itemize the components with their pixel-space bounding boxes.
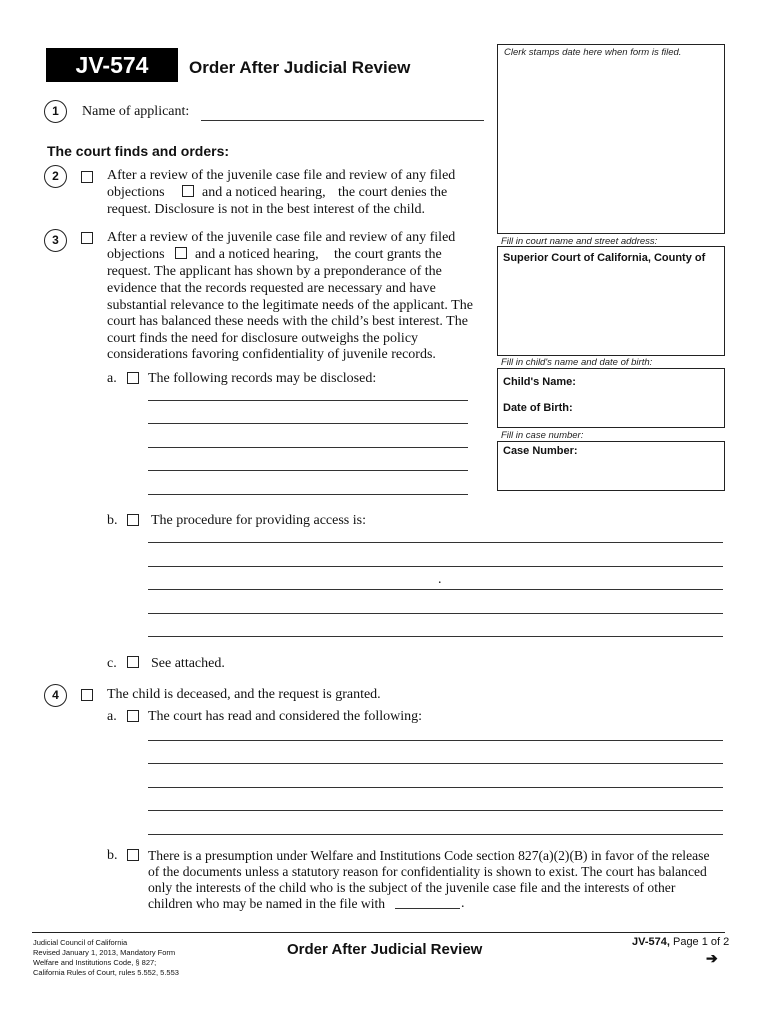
item-3-line7: court finds the need for disclosure outweighs the policy (107, 331, 419, 346)
item-3a-text: The following records may be disclosed: (148, 371, 377, 386)
item-3b-letter: b. (107, 513, 118, 528)
item-3-line5: substantial relevance to the legitimate needs of the applicant. The (107, 298, 473, 313)
applicant-name-line[interactable] (201, 120, 484, 121)
dob-label: Date of Birth: (503, 402, 573, 414)
item-4a-line[interactable] (148, 810, 723, 811)
item-3-line4: evidence that the records requested are necessary and have (107, 281, 436, 296)
item-3-line3: request. The applicant has shown by a preponderance of the (107, 264, 442, 279)
case-hint: Fill in case number: (501, 430, 584, 441)
item-4b-line2: of the documents unless a statutory reason for confidentiality is shown to exist. The court has balanced (148, 864, 707, 879)
item-4a-line[interactable] (148, 787, 723, 788)
item-3b-checkbox[interactable] (127, 514, 139, 526)
item-4a-line[interactable] (148, 763, 723, 764)
item-3b-line[interactable] (148, 613, 723, 614)
item-3a-line[interactable] (148, 400, 468, 401)
item-3-hearing-checkbox[interactable] (175, 247, 187, 259)
child-hint: Fill in child's name and date of birth: (501, 357, 653, 368)
item-4b-line3: only the interests of the child who is the subject of the juvenile case file and the interests of other (148, 880, 676, 895)
item-3b-line[interactable] (148, 636, 723, 637)
item-3a-line[interactable] (148, 494, 468, 495)
footer-divider (32, 932, 725, 933)
item-3a-line[interactable] (148, 447, 468, 448)
footer-left-line: Judicial Council of California (33, 938, 128, 947)
clerk-stamp-box (497, 44, 725, 234)
item-3a-line[interactable] (148, 470, 468, 471)
item-4a-text: The court has read and considered the following: (148, 709, 423, 724)
item-3b-line[interactable] (148, 566, 723, 567)
item-2-line3: request. Disclosure is not in the best interest of the child. (107, 202, 426, 217)
item-4b-letter: b. (107, 848, 118, 863)
form-title: Order After Judicial Review (189, 58, 411, 77)
item-3a-line[interactable] (148, 423, 468, 424)
footer-left-line: California Rules of Court, rules 5.552, 5.553 (33, 968, 179, 977)
item-4b-line1: There is a presumption under Welfare and Institutions Code section 827(a)(2)(B) in favor of the release (148, 848, 710, 863)
findings-heading: The court finds and orders: (47, 143, 230, 159)
item-3-number: 3 (44, 229, 67, 252)
item-2-denies: the court denies the (338, 185, 448, 200)
footer-left-line: Welfare and Institutions Code, § 827; (33, 958, 157, 967)
item-3b-line[interactable] (148, 542, 723, 543)
item-4b-blank[interactable] (395, 908, 460, 909)
item-4a-letter: a. (107, 709, 117, 724)
item-2-objections: objections (107, 185, 165, 200)
footer-page-ref (632, 936, 729, 948)
item-3-objections: objections (107, 247, 165, 262)
court-hint: Fill in court name and street address: (501, 236, 658, 247)
footer-left-line: Revised January 1, 2013, Mandatory Form (33, 948, 176, 957)
item-3a-checkbox[interactable] (127, 372, 139, 384)
item-4a-line[interactable] (148, 834, 723, 835)
footer-left (33, 938, 179, 978)
item-2-line1: After a review of the juvenile case file and review of any filed (107, 168, 456, 183)
form-number: JV-574 (46, 48, 178, 82)
item-3-checkbox[interactable] (81, 232, 93, 244)
item-2-hearing: and a noticed hearing, (202, 185, 326, 200)
item-4a-checkbox[interactable] (127, 710, 139, 722)
item-4b-end: . (461, 896, 465, 911)
item-3a-letter: a. (107, 371, 117, 386)
item-3-grants: the court grants the (334, 247, 442, 262)
footer-page-number: Page 1 of 2 (672, 936, 730, 948)
item-2-checkbox[interactable] (81, 171, 93, 183)
applicant-name-label: Name of applicant: (82, 104, 190, 119)
item-2-number: 2 (44, 165, 67, 188)
item-3c-letter: c. (107, 656, 117, 671)
item-4a-line[interactable] (148, 740, 723, 741)
item-3-line6: court has balanced these needs with the child’s best interest. The (107, 314, 468, 329)
clerk-stamp-label: Clerk stamps date here when form is filed. (504, 47, 682, 58)
item-4b-line4: children who may be named in the file with (148, 896, 386, 911)
item-3-hearing: and a noticed hearing, (195, 247, 319, 262)
next-page-arrow-icon[interactable]: ➔ (706, 950, 718, 966)
item-3b-line[interactable] (148, 589, 723, 590)
court-name-label: Superior Court of California, County of (503, 252, 706, 264)
footer-title: Order After Judicial Review (287, 941, 483, 958)
item-4b-checkbox[interactable] (127, 849, 139, 861)
item-1-number: 1 (44, 100, 67, 123)
item-3c-text: See attached. (151, 656, 225, 671)
item-4-checkbox[interactable] (81, 689, 93, 701)
item-2-hearing-checkbox[interactable] (182, 185, 194, 197)
child-name-label: Child's Name: (503, 376, 576, 388)
item-4-number: 4 (44, 684, 67, 707)
footer-form-ref: JV-574, (632, 936, 670, 948)
item-3c-checkbox[interactable] (127, 656, 139, 668)
case-number-label: Case Number: (503, 445, 578, 457)
item-3-line8: considerations favoring confidentiality of juvenile records. (107, 347, 436, 362)
item-3b-text: The procedure for providing access is: (151, 513, 366, 528)
item-3-line1: After a review of the juvenile case file and review of any filed (107, 230, 456, 245)
item-3b-dot: . (438, 572, 442, 587)
item-4-text: The child is deceased, and the request is granted. (107, 687, 381, 702)
